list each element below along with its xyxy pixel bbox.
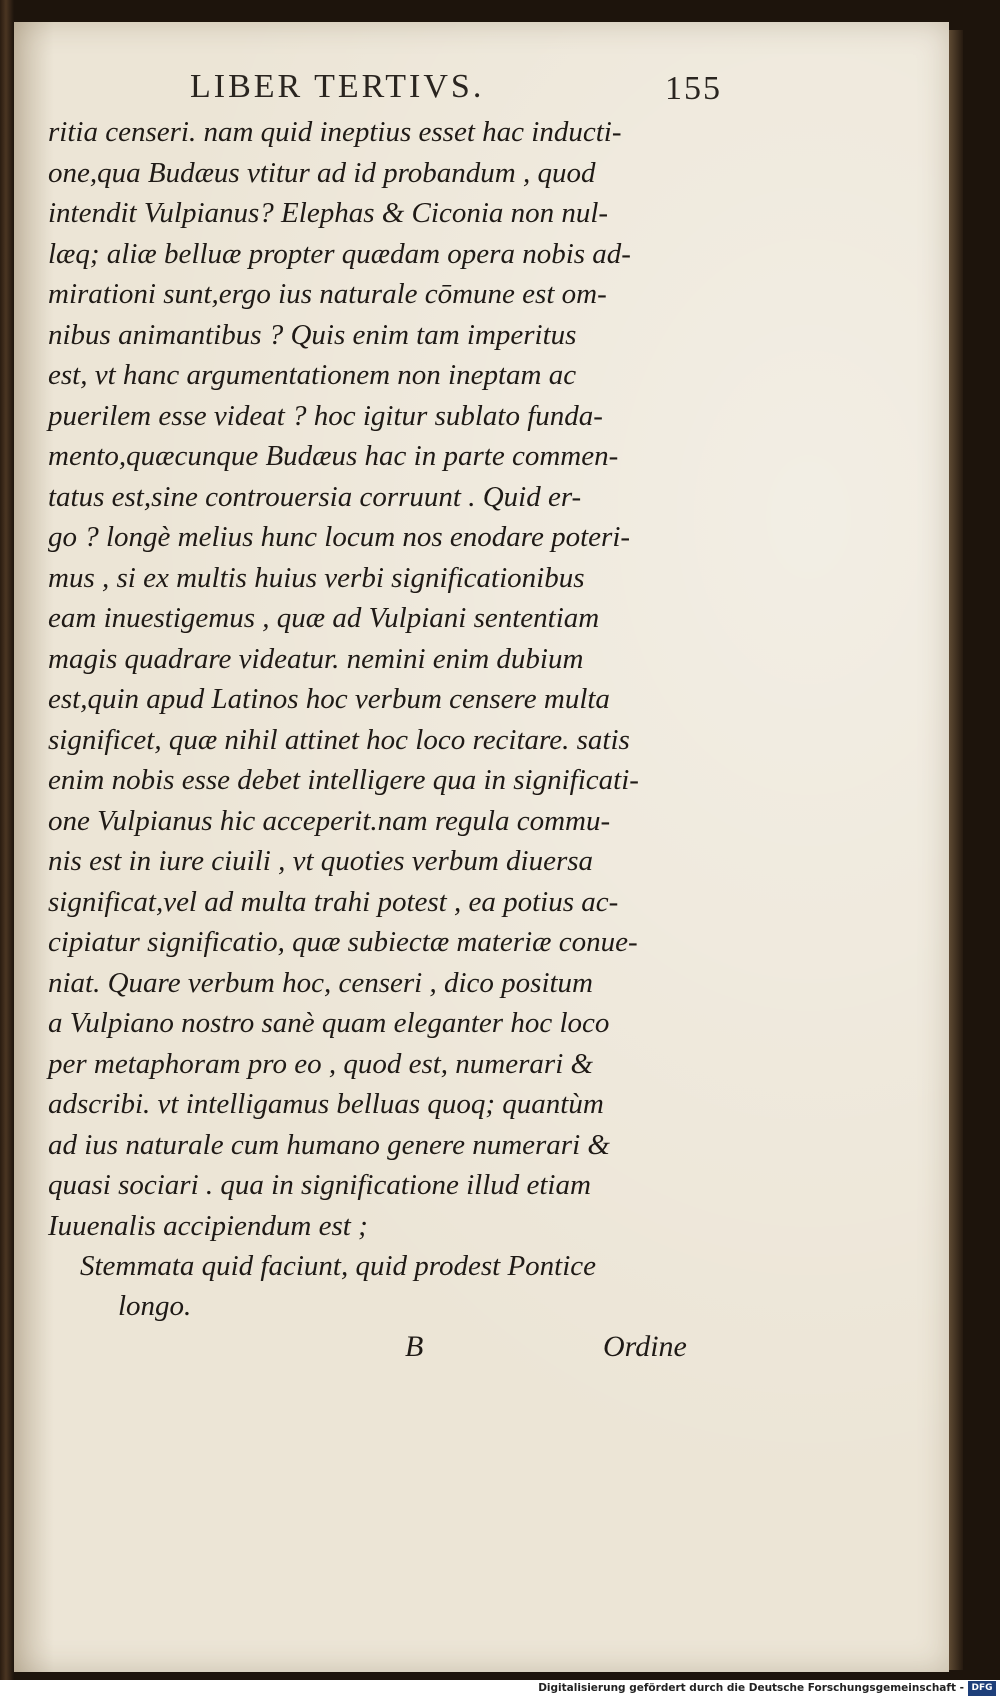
text-line: est, vt hanc argumentationem non ineptam ac: [48, 359, 577, 391]
text-line: mirationi sunt,ergo ius naturale cōmune est om-: [48, 278, 607, 310]
text-line: niat. Quare verbum hoc, censeri , dico positum: [48, 966, 593, 999]
text-line: cipiatur significatio, quæ subiectæ materiæ conue-: [48, 926, 638, 958]
verse-line: Stemmata quid faciunt, quid prodest Pontice: [80, 1250, 597, 1282]
verse-quotation: [80, 1246, 596, 1326]
text-line: eam inuestigemus , quæ ad Vulpiani sententiam: [48, 602, 600, 634]
funding-credit: Digitalisierung gefördert durch die Deutsche Forschungsgemeinschaft -: [538, 1682, 964, 1694]
text-line: ritia censeri. nam quid ineptius esset hac inducti-: [48, 116, 622, 148]
text-line: per metaphoram pro eo , quod est, numerari &: [48, 1047, 594, 1080]
running-head: LIBER TERTIVS.: [190, 68, 485, 105]
text-line: magis quadrare videatur. nemini enim dubium: [48, 642, 584, 675]
dfg-logo: DFG: [968, 1681, 996, 1696]
text-line: go ? longè melius hunc locum nos enodare poteri-: [48, 521, 631, 553]
text-line: est,quin apud Latinos hoc verbum censere multa: [48, 683, 610, 715]
text-line: one,qua Budæus vtitur ad id probandum , quod: [48, 156, 596, 189]
text-line: a Vulpiano nostro sanè quam eleganter hoc loco: [48, 1007, 610, 1039]
text-line: nis est in iure ciuili , vt quoties verbum diuersa: [48, 845, 594, 877]
book-fore-edge: [949, 30, 963, 1670]
text-line: puerilem esse videat ? hoc igitur sublato funda-: [48, 399, 603, 432]
text-line: one Vulpianus hic acceperit.nam regula commu-: [48, 804, 611, 837]
verse-line: longo.: [118, 1290, 192, 1322]
text-line: significat,vel ad multa trahi potest , ea potius ac-: [48, 885, 619, 918]
text-line: tatus est,sine controuersia corruunt . Quid er-: [48, 480, 582, 513]
signature-mark: B: [405, 1330, 424, 1363]
text-line: quasi sociari . qua in significatione illud etiam: [48, 1169, 591, 1201]
page-number: 155: [665, 70, 722, 107]
text-line: enim nobis esse debet intelligere qua in significati-: [48, 764, 639, 796]
text-line: mus , si ex multis huius verbi significationibus: [48, 561, 585, 594]
text-line: intendit Vulpianus? Elephas & Ciconia non nul-: [48, 197, 609, 229]
text-line: læq; aliæ belluæ propter quædam opera nobis ad-: [48, 237, 631, 270]
text-line: Iuuenalis accipiendum est ;: [48, 1209, 368, 1242]
footer-bar: [0, 1680, 1000, 1699]
text-line: ad ius naturale cum humano genere numerari &: [48, 1128, 610, 1161]
catchword: Ordine: [603, 1330, 687, 1363]
text-line: adscribi. vt intelligamus belluas quoq; quantùm: [48, 1088, 604, 1120]
text-line: mento,quæcunque Budæus hac in parte commen-: [48, 440, 619, 472]
text-line: nibus animantibus ? Quis enim tam imperitus: [48, 318, 577, 351]
body-text: [48, 112, 728, 1246]
text-line: significet, quæ nihil attinet hoc loco recitare. satis: [48, 723, 630, 756]
